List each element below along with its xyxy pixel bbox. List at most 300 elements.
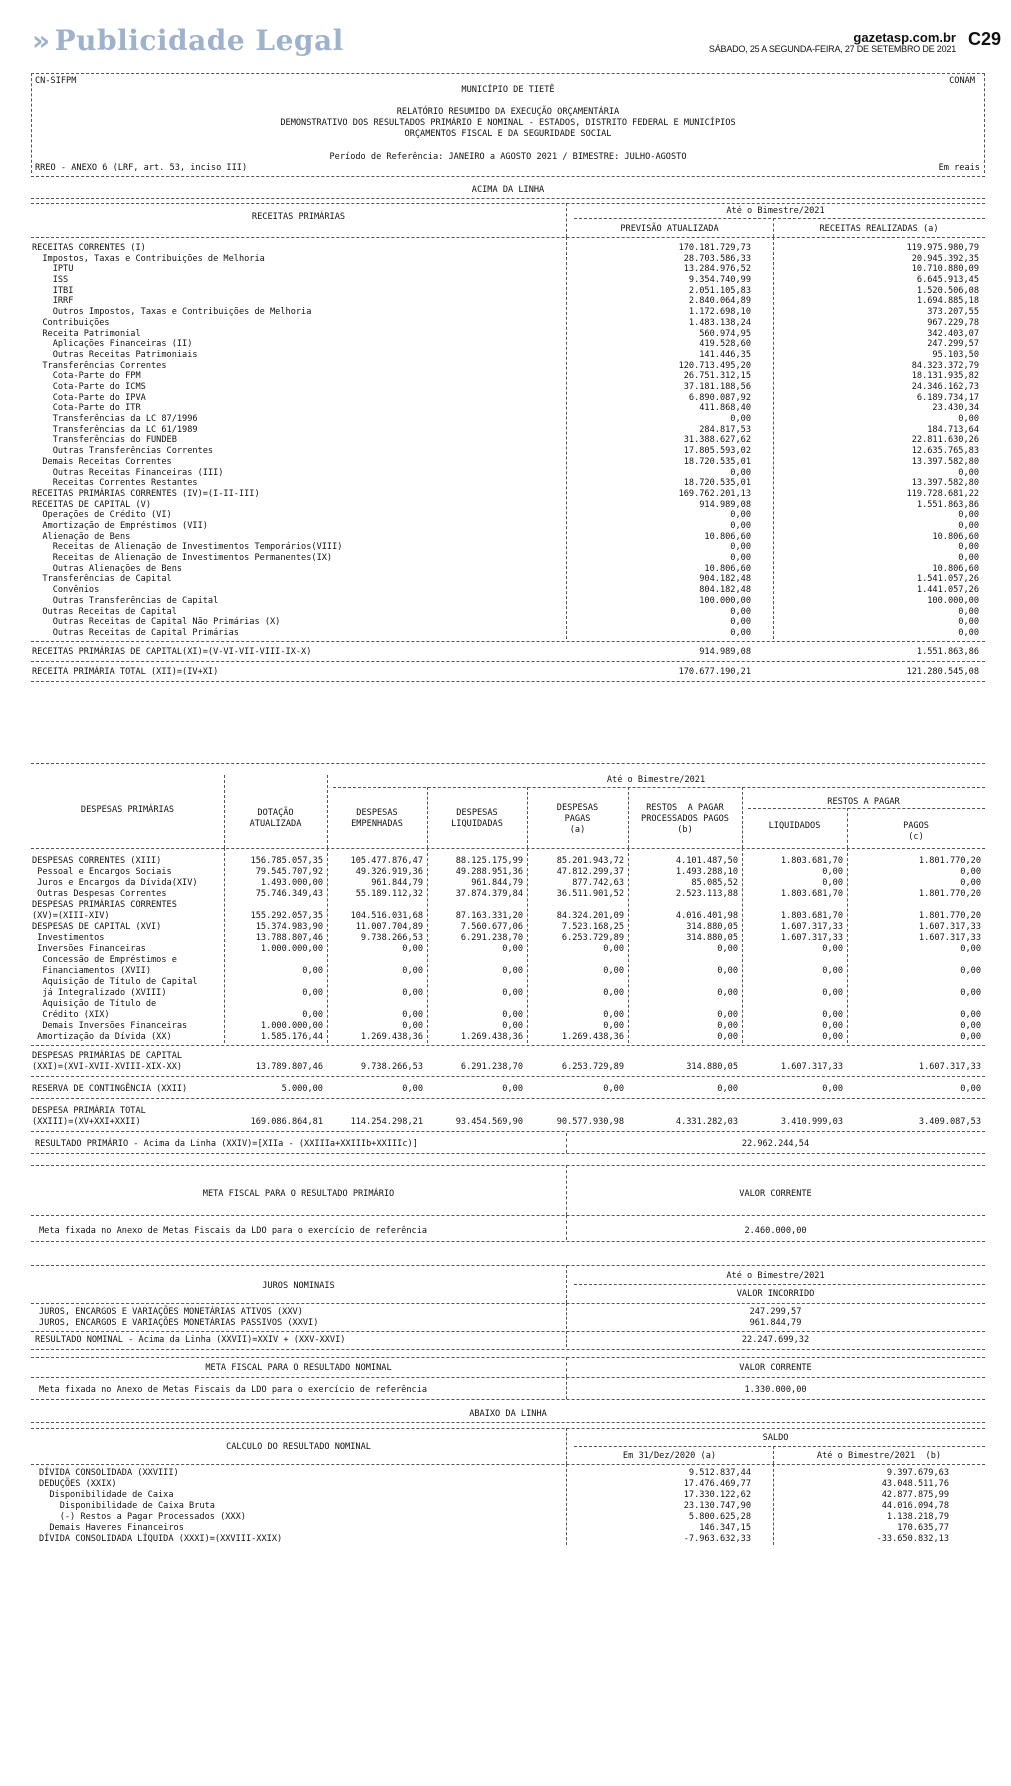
despesa-row-value: 0,00 <box>502 988 523 998</box>
receita-row-label: Outras Alienações de Bens <box>32 563 183 574</box>
despesa-row-value: 0,00 <box>822 966 843 976</box>
vertical-rule <box>327 848 328 1043</box>
dashed-rule <box>31 198 985 199</box>
despesa-row-value: 1.607.317,33 <box>780 933 843 943</box>
receita-row-realizada: 0,00 <box>958 606 979 617</box>
despesa-row-value: 0,00 <box>960 867 981 877</box>
dashed-rule <box>31 1165 985 1166</box>
dashed-rule <box>31 176 985 177</box>
despesa-row-value: 0,00 <box>717 1032 738 1042</box>
meta-primario-value: 2.460.000,00 <box>744 1226 807 1236</box>
dashed-rule <box>31 1399 985 1400</box>
despesa-row-value: 156.785.057,35 <box>250 856 323 866</box>
despesa-row-value: 0,00 <box>717 1021 738 1031</box>
receita-total: RECEITA PRIMÁRIA TOTAL (XII)=(IV+XI) <box>32 666 219 677</box>
calc-row-label: DEDUÇÕES (XXIX) <box>39 1479 117 1489</box>
receita-row-realizada: 184.713,64 <box>927 424 979 435</box>
despesa-row-value: 0,00 <box>717 944 738 954</box>
col-header: DESPESAS <box>456 808 498 818</box>
receita-row-previsao: 10.806,60 <box>704 563 751 574</box>
receita-row-realizada: 0,00 <box>958 617 979 628</box>
despesa-row-value: 0,00 <box>302 966 323 976</box>
receita-row-previsao: 28.703.586,33 <box>683 253 751 264</box>
vertical-rule <box>224 848 225 1043</box>
dashed-rule <box>31 237 985 238</box>
despesa-row-value: 0,00 <box>603 944 624 954</box>
calc-row-a: 23.130.747,90 <box>683 1501 751 1511</box>
receita-row-label: Receitas Correntes Restantes <box>32 478 198 489</box>
reserva-value: 0,00 <box>402 1084 423 1094</box>
despesa-row-value: 877.742,63 <box>572 878 624 888</box>
receita-row-realizada: 119.728.681,22 <box>906 488 979 499</box>
receita-row-previsao: 0,00 <box>730 510 751 521</box>
meta-nominal-value: 1.330.000,00 <box>744 1385 807 1395</box>
despesa-row-label: DESPESAS PRIMÁRIAS CORRENTES <box>32 900 177 910</box>
vertical-rule <box>773 218 774 237</box>
meta-nominal-label: Meta fixada no Anexo de Metas Fiscais da LDO para o exercício de referência <box>39 1385 428 1395</box>
receita-row-label: Impostos, Taxas e Contribuições de Melhoria <box>32 253 265 264</box>
receita-row-label: Convênios <box>32 585 100 596</box>
despesa-row-value: 87.163.331,20 <box>455 911 523 921</box>
calc-row-b: 43.048.511,76 <box>881 1479 949 1489</box>
receita-row-previsao: 0,00 <box>730 467 751 478</box>
despesa-row-value: 37.874.379,84 <box>455 889 523 899</box>
despesa-row-value: 1.801.770,20 <box>918 889 981 899</box>
dashed-rule <box>31 1422 985 1423</box>
vertical-rule <box>566 1265 567 1303</box>
despesa-row-value: 1.269.438,36 <box>460 1032 523 1042</box>
receita-row-realizada: 23.430,34 <box>932 403 979 414</box>
col-header: RESTOS A PAGAR <box>646 803 724 813</box>
receita-row-previsao: 0,00 <box>730 617 751 628</box>
receita-row-realizada: 10.806,60 <box>932 531 979 542</box>
receita-row-realizada: 1.694.885,18 <box>916 296 979 307</box>
col-header: (b) <box>677 825 693 835</box>
despesa-row-value: 0,00 <box>717 1010 738 1020</box>
saldo-head: SALDO <box>762 1433 789 1443</box>
anexo: RREO - ANEXO 6 (LRF, art. 53, inciso III) <box>35 163 248 173</box>
calc-row-label: Disponibilidade de Caixa <box>39 1490 174 1500</box>
receita-row-label: IPTU <box>32 264 74 275</box>
receita-row-label: Cota-Parte do IPVA <box>32 392 146 403</box>
edition-date: SÁBADO, 25 A SEGUNDA-FEIRA, 27 DE SETEMBRO DE 2021 <box>708 44 956 54</box>
despesa-row-label: Aquisição de Título de <box>32 999 157 1009</box>
receita-row-previsao: 169.762.201,13 <box>678 488 751 499</box>
vertical-rule <box>847 808 848 848</box>
dashed-rule <box>31 1331 985 1332</box>
vertical-rule <box>773 1446 774 1464</box>
col-previsao: PREVISÃO ATUALIZADA <box>620 224 719 234</box>
despesa-row-value: 0,00 <box>960 966 981 976</box>
despesa-row-value: 9.738.266,53 <box>360 933 423 943</box>
despesa-row-value: 6.253.729,89 <box>561 933 624 943</box>
despesa-row-value: 0,00 <box>960 1010 981 1020</box>
despesa-row-value: 1.607.317,33 <box>780 922 843 932</box>
despesa-row-value: 0,00 <box>302 988 323 998</box>
vertical-rule <box>984 73 985 173</box>
receita-row-label: Outras Transferências Correntes <box>32 446 214 457</box>
receita-row-realizada: 13.397.582,80 <box>911 456 979 467</box>
report-document <box>31 73 985 1773</box>
despesa-row-value: 84.324.201,09 <box>556 911 624 921</box>
vertical-rule <box>566 1133 567 1153</box>
dashed-rule <box>31 1265 985 1266</box>
despesa-row-label: Demais Inversões Financeiras <box>32 1021 188 1031</box>
receita-row-realizada: 0,00 <box>958 553 979 564</box>
dashed-rule <box>31 1303 985 1304</box>
receita-row-previsao: 0,00 <box>730 553 751 564</box>
title-1: RELATÓRIO RESUMIDO DA EXECUÇÃO ORÇAMENTÁRIA <box>396 107 620 117</box>
despesa-row-label: Concessão de Empréstimos e <box>32 955 177 965</box>
receita-row-label: Amortização de Empréstimos (VII) <box>32 520 208 531</box>
vertical-rule <box>742 787 743 848</box>
vertical-rule <box>742 848 743 1043</box>
despesa-capital-value: 6.291.238,70 <box>460 1062 523 1072</box>
receita-row-previsao: 2.840.064,89 <box>688 296 751 307</box>
despesa-row-label: Amortização da Dívida (XX) <box>32 1032 172 1042</box>
dashed-rule <box>574 218 985 219</box>
col-header: LIQUIDADAS <box>451 819 503 829</box>
title-3: ORÇAMENTOS FISCAL E DA SEGURIDADE SOCIAL <box>404 129 612 139</box>
receita-row-label: Transferências do FUNDEB <box>32 435 177 446</box>
despesa-row-value: 0,00 <box>402 988 423 998</box>
receita-row-realizada: 0,00 <box>958 542 979 553</box>
despesa-capital-value: 314.880,05 <box>686 1062 738 1072</box>
receita-row-previsao: 0,00 <box>730 520 751 531</box>
receita-row-label: Receitas de Alienação de Investimentos Temporários(VIII) <box>32 542 343 553</box>
juros-period: Até o Bimestre/2021 <box>726 1271 825 1281</box>
period-label: Até o Bimestre/2021 <box>606 775 706 785</box>
despesa-row-value: 0,00 <box>822 988 843 998</box>
despesa-row-value: 0,00 <box>603 988 624 998</box>
receita-row-realizada: 84.323.372,79 <box>911 360 979 371</box>
despesa-row-value: 0,00 <box>822 1032 843 1042</box>
despesa-row-value: 0,00 <box>502 966 523 976</box>
receita-row-label: Cota-Parte do FPM <box>32 371 141 382</box>
despesa-row-value: 0,00 <box>960 1021 981 1031</box>
despesa-row-value: 0,00 <box>822 1021 843 1031</box>
despesa-total-value: 3.410.999,03 <box>780 1117 843 1127</box>
despesa-row-value: 1.493.000,00 <box>260 878 323 888</box>
despesa-row-value: 7.523.168,25 <box>561 922 624 932</box>
receita-row-realizada: 20.945.392,35 <box>911 253 979 264</box>
juros-passivos-value: 961.844,79 <box>749 1318 802 1328</box>
dashed-rule <box>31 661 985 662</box>
despesa-row-value: 0,00 <box>960 988 981 998</box>
despesa-capital-value: 1.607.317,33 <box>780 1062 843 1072</box>
reserva-value: 0,00 <box>822 1084 843 1094</box>
resultado-primario-label: RESULTADO PRIMÁRIO - Acima da Linha (XXIV)=[XIIa - (XXIIIa+XXIIIb+XXIIIc)] <box>35 1139 418 1149</box>
receita-row-previsao: 18.720.535,01 <box>683 478 751 489</box>
receita-row-realizada: 1.551.863,86 <box>916 499 979 510</box>
calc-row-a: 17.330.122,62 <box>683 1490 751 1500</box>
receita-row-previsao: 26.751.312,15 <box>683 371 751 382</box>
receita-row-realizada: 1.541.057,26 <box>916 574 979 585</box>
despesa-row-label: DESPESAS DE CAPITAL (XVI) <box>32 922 162 932</box>
vertical-rule <box>847 848 848 1043</box>
despesa-row-value: 0,00 <box>302 1010 323 1020</box>
receita-row-label: RECEITAS PRIMÁRIAS CORRENTES (IV)=(I-II-III) <box>32 488 260 499</box>
title-2: DEMONSTRATIVO DOS RESULTADOS PRIMÁRIO E NOMINAL - ESTADOS, DISTRITO FEDERAL E MUNICÍPIOS <box>280 118 736 128</box>
vertical-rule <box>566 1215 567 1240</box>
receita-row-realizada: 967.229,78 <box>927 317 979 328</box>
receita-row-realizada: 0,00 <box>958 627 979 638</box>
right-tag: CONAM <box>949 76 975 86</box>
despesa-row-value: 55.189.112,32 <box>355 889 423 899</box>
receita-row-previsao: 411.868,40 <box>699 403 751 414</box>
vertical-rule <box>566 203 567 237</box>
calc-row-b: 1.138.218,79 <box>886 1512 949 1522</box>
despesa-row-label: Inversões Financeiras <box>32 944 146 954</box>
despesa-row-value: 155.292.057,35 <box>250 911 323 921</box>
receita-row-previsao: 120.713.495,20 <box>678 360 751 371</box>
dashed-rule <box>31 1076 985 1077</box>
receita-row-realizada: 247.299,57 <box>927 339 979 350</box>
resultado-nominal-value: 22.247.699,32 <box>741 1335 810 1345</box>
juros-passivos-label: JUROS, ENCARGOS E VARIAÇÕES MONETÁRIAS PASSIVOS (XXVI) <box>39 1318 319 1328</box>
receita-row-previsao: 13.284.976,52 <box>683 264 751 275</box>
receita-row-realizada: 6.645.913,45 <box>916 275 979 286</box>
despesa-row-value: 104.516.031,68 <box>350 911 423 921</box>
receita-row-realizada: 0,00 <box>958 520 979 531</box>
receita-row-previsao: 31.388.627,62 <box>683 435 751 446</box>
despesa-row-value: 1.269.438,36 <box>561 1032 624 1042</box>
despesa-capital-label: DESPESAS PRIMÁRIAS DE CAPITAL <box>32 1051 183 1061</box>
calc-row-a: -7.963.632,33 <box>683 1534 751 1544</box>
calc-row-label: Demais Haveres Financeiros <box>39 1523 184 1533</box>
dashed-rule <box>574 1446 985 1447</box>
dashed-rule <box>31 1464 985 1465</box>
dashed-rule <box>31 681 985 682</box>
receita-row-label: Cota-Parte do ITR <box>32 403 141 414</box>
receita-row-previsao: 9.354.740,99 <box>688 275 751 286</box>
receita-row-previsao: 284.817,53 <box>699 424 751 435</box>
vertical-rule <box>527 787 528 848</box>
dashed-rule <box>31 1098 985 1099</box>
receita-row-realizada: 342.403,07 <box>927 328 979 339</box>
dashed-rule <box>31 1045 985 1046</box>
receita-row-previsao: 0,00 <box>730 627 751 638</box>
col-header: (a) <box>569 825 586 835</box>
despesa-row-value: 0,00 <box>502 1010 523 1020</box>
despesa-row-label: (XV)=(XIII-XIV) <box>32 911 110 921</box>
reserva-value: 0,00 <box>603 1084 624 1094</box>
col-liquidados: LIQUIDADOS <box>768 821 821 831</box>
receita-row-label: Receitas de Alienação de Investimentos Permanentes(IX) <box>32 553 333 564</box>
despesa-row-value: 1.607.317,33 <box>918 933 981 943</box>
despesa-row-value: 314.880,05 <box>686 922 738 932</box>
despesa-total-formula: (XXIII)=(XV+XXI+XXII) <box>32 1117 141 1127</box>
dashed-rule <box>31 1241 985 1242</box>
despesa-row-value: 1.803.681,70 <box>780 856 843 866</box>
despesa-row-value: 11.007.704,89 <box>355 922 423 932</box>
receita-row-label: Outras Receitas de Capital Primárias <box>32 627 239 638</box>
dashed-rule <box>31 848 985 849</box>
despesa-row-value: 314.880,05 <box>686 933 738 943</box>
dashed-rule <box>31 1428 985 1429</box>
receita-row-label: Aplicações Financeiras (II) <box>32 339 193 350</box>
col-header: DOTAÇÃO <box>257 808 294 818</box>
dashed-rule <box>31 203 985 204</box>
receita-capital-previsao: 914.989,08 <box>699 646 751 657</box>
receita-row-previsao: 804.182,48 <box>699 585 751 596</box>
despesa-row-value: 0,00 <box>822 944 843 954</box>
despesa-row-value: 15.374.983,90 <box>255 922 323 932</box>
despesa-row-value: 0,00 <box>502 944 523 954</box>
calc-row-label: Disponibilidade de Caixa Bruta <box>39 1501 215 1511</box>
receitas-head: RECEITAS PRIMÁRIAS <box>251 212 346 222</box>
section-brand <box>32 24 344 57</box>
receita-row-previsao: 419.528,60 <box>699 339 751 350</box>
receita-row-previsao: 10.806,60 <box>704 531 751 542</box>
vertical-rule <box>628 848 629 1043</box>
despesa-capital-value: 9.738.266,53 <box>360 1062 423 1072</box>
despesa-row-value: 0,00 <box>402 944 423 954</box>
meta-nominal-col: VALOR CORRENTE <box>739 1363 812 1373</box>
despesa-row-label: Investimentos <box>32 933 105 943</box>
despesa-row-value: 1.607.317,33 <box>918 922 981 932</box>
receita-row-realizada: 24.346.162,73 <box>911 381 979 392</box>
col-header: PROCESSADOS PAGOS <box>641 814 729 824</box>
vertical-rule <box>566 237 567 639</box>
despesa-row-label: Pessoal e Encargos Sociais <box>32 867 172 877</box>
receita-row-label: Operações de Crédito (VI) <box>32 510 172 521</box>
vertical-rule <box>327 775 328 848</box>
despesa-row-value: 88.125.175,99 <box>455 856 523 866</box>
receita-row-realizada: 0,00 <box>958 510 979 521</box>
receita-row-realizada: 95.103,50 <box>932 349 979 360</box>
dashed-rule <box>31 1349 985 1350</box>
receita-row-realizada: 12.635.765,83 <box>911 446 979 457</box>
receita-row-previsao: 1.172.698,10 <box>688 307 751 318</box>
despesa-row-value: 0,00 <box>822 878 843 888</box>
despesa-row-value: 4.016.401,98 <box>675 911 738 921</box>
receita-row-label: Transferências da LC 87/1996 <box>32 414 198 425</box>
receita-row-realizada: 0,00 <box>958 467 979 478</box>
despesa-row-value: 105.477.876,47 <box>350 856 423 866</box>
receita-row-realizada: 0,00 <box>958 414 979 425</box>
left-tag: CN-SIFPM <box>35 76 77 86</box>
calc-row-b: -33.650.832,13 <box>876 1534 949 1544</box>
despesa-row-value: 0,00 <box>603 1021 624 1031</box>
receita-row-realizada: 18.131.935,82 <box>911 371 979 382</box>
receita-row-label: ITBI <box>32 285 74 296</box>
vertical-rule <box>566 1303 567 1329</box>
dashed-rule <box>31 73 985 74</box>
despesa-row-value: 0,00 <box>603 1010 624 1020</box>
calc-row-b: 9.397.679,63 <box>886 1468 949 1478</box>
vertical-rule <box>566 1464 567 1545</box>
receita-row-label: Contribuições <box>32 317 110 328</box>
meta-primario-head: META FISCAL PARA O RESULTADO PRIMÁRIO <box>202 1189 395 1199</box>
col-header: DESPESAS <box>356 808 398 818</box>
despesa-row-value: 1.801.770,20 <box>918 856 981 866</box>
despesa-row-value: 7.560.677,06 <box>460 922 523 932</box>
receita-row-label: ISS <box>32 275 69 286</box>
receita-row-previsao: 560.974,95 <box>699 328 751 339</box>
despesa-row-label: DESPESAS CORRENTES (XIII) <box>32 856 162 866</box>
receita-row-label: IRRF <box>32 296 74 307</box>
receita-row-label: Transferências Correntes <box>32 360 167 371</box>
vertical-rule <box>773 1464 774 1545</box>
dashed-rule <box>31 1215 985 1216</box>
receita-row-label: Receita Patrimonial <box>32 328 141 339</box>
receita-row-realizada: 6.189.734,17 <box>916 392 979 403</box>
despesa-row-label: Juros e Encargos da Dívida(XIV) <box>32 878 198 888</box>
juros-col: VALOR INCORRIDO <box>736 1289 815 1299</box>
receita-row-realizada: 100.000,00 <box>927 595 979 606</box>
despesa-row-value: 0,00 <box>603 966 624 976</box>
receita-row-previsao: 1.483.138,24 <box>688 317 751 328</box>
receita-row-label: Alienação de Bens <box>32 531 131 542</box>
dashed-rule <box>31 641 985 642</box>
despesa-row-value: 0,00 <box>822 867 843 877</box>
dashed-rule <box>31 1377 985 1378</box>
despesa-row-value: 0,00 <box>960 878 981 888</box>
calc-row-a: 146.347,15 <box>699 1523 751 1533</box>
juros-ativos-label: JUROS, ENCARGOS E VARIAÇÕES MONETÁRIAS ATIVOS (XXV) <box>39 1307 303 1317</box>
reserva-label: RESERVA DE CONTINGÊNCIA (XXII) <box>32 1084 188 1094</box>
acima-da-linha: ACIMA DA LINHA <box>471 185 545 195</box>
despesa-row-value: 0,00 <box>502 1021 523 1031</box>
calc-row-a: 5.800.625,28 <box>688 1512 751 1522</box>
col-realizadas: RECEITAS REALIZADAS (a) <box>819 224 939 234</box>
despesa-row-value: 1.493.288,10 <box>675 867 738 877</box>
calc-row-a: 9.512.837,44 <box>688 1468 751 1478</box>
despesa-row-value: 1.000.000,00 <box>260 944 323 954</box>
calc-row-label: DÍVIDA CONSOLIDADA LÍQUIDA (XXXI)=(XXVIII-XXIX) <box>39 1534 283 1544</box>
site-url: gazetasp.com.br <box>853 30 956 45</box>
despesa-row-value: 1.803.681,70 <box>780 889 843 899</box>
vertical-rule <box>427 787 428 848</box>
vertical-rule <box>566 1377 567 1399</box>
despesa-row-value: 1.000.000,00 <box>260 1021 323 1031</box>
despesa-row-value: 79.545.707,92 <box>255 867 323 877</box>
despesa-row-value: 49.288.951,36 <box>455 867 523 877</box>
receita-row-previsao: 6.890.087,92 <box>688 392 751 403</box>
despesa-row-value: 0,00 <box>960 1032 981 1042</box>
receita-row-previsao: 904.182,48 <box>699 574 751 585</box>
despesa-row-label: Financiamentos (XVII) <box>32 966 151 976</box>
despesa-row-value: 47.812.299,37 <box>556 867 624 877</box>
despesa-total-value: 90.577.930,98 <box>556 1117 624 1127</box>
receita-total-realizada: 121.280.545,08 <box>906 666 979 677</box>
receita-row-realizada: 119.975.980,79 <box>906 243 979 253</box>
col-header: ATUALIZADA <box>249 819 302 829</box>
despesa-row-value: 13.788.807,46 <box>255 933 323 943</box>
receita-row-label: Cota-Parte do ICMS <box>32 381 146 392</box>
despesa-capital-value: 6.253.729,89 <box>561 1062 624 1072</box>
receita-row-realizada: 22.811.630,26 <box>911 435 979 446</box>
receita-row-previsao: 18.720.535,01 <box>683 456 751 467</box>
receita-row-label: Transferências da LC 61/1989 <box>32 424 198 435</box>
calc-row-a: 17.476.469,77 <box>683 1479 751 1489</box>
despesa-row-label: Crédito (XIX) <box>32 1010 110 1020</box>
despesa-total-value: 93.454.569,90 <box>455 1117 523 1127</box>
vertical-rule <box>31 73 32 173</box>
receita-row-previsao: 141.446,35 <box>699 349 751 360</box>
dashed-rule <box>31 1153 985 1154</box>
despesa-row-value: 49.326.919,36 <box>355 867 423 877</box>
juros-head: JUROS NOMINAIS <box>262 1281 335 1291</box>
vertical-rule <box>566 1165 567 1215</box>
vertical-rule <box>773 237 774 639</box>
juros-ativos-value: 247.299,57 <box>749 1307 802 1317</box>
despesa-capital-value: 1.607.317,33 <box>918 1062 981 1072</box>
vertical-rule <box>224 775 225 848</box>
vertical-rule <box>566 1331 567 1347</box>
calc-row-b: 42.877.875,99 <box>881 1490 949 1500</box>
